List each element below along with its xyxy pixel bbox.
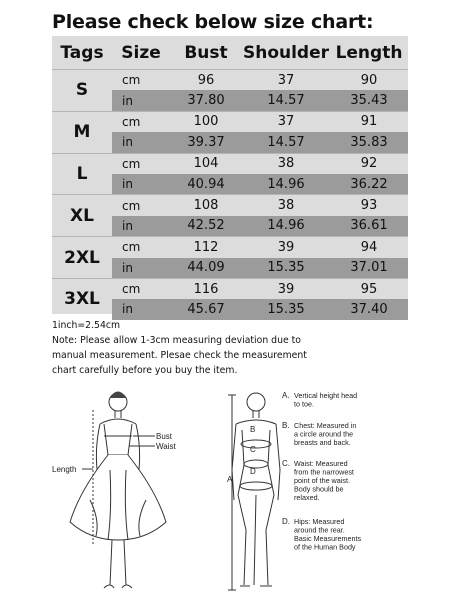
unit-label: cm	[112, 237, 170, 258]
table-cell: 108	[170, 195, 242, 216]
dress-figure	[70, 392, 166, 588]
unit-label: in	[112, 299, 170, 319]
unit-label: in	[112, 174, 170, 195]
unit-label: cm	[112, 70, 170, 91]
legend-line: breasts and back.	[294, 438, 351, 447]
table-cell: 15.35	[242, 299, 330, 319]
table-cell: 38	[242, 195, 330, 216]
measurement-legend	[282, 391, 362, 552]
marker-d: D	[250, 467, 256, 476]
header-length: Length	[335, 42, 403, 63]
marker-c: C	[250, 445, 256, 454]
bust-label: Bust	[156, 432, 173, 441]
table-cell: 15.35	[242, 258, 330, 279]
table-cell: 14.57	[242, 90, 330, 111]
unit-label: in	[112, 90, 170, 111]
deviation-note-line-2: manual measurement. Plesae check the measurement	[52, 350, 307, 361]
table-cell: 96	[170, 70, 242, 91]
legend-line: of the Human Body	[294, 542, 356, 552]
table-cell: 94	[330, 237, 408, 258]
table-cell: 116	[170, 278, 242, 299]
legend-line: Vertical height head	[294, 391, 358, 400]
conversion-note: 1inch=2.54cm	[52, 320, 121, 331]
table-cell: 39	[242, 278, 330, 299]
unit-label: cm	[112, 153, 170, 174]
unit-label: cm	[112, 195, 170, 216]
deviation-note-line-3: chart carefully before you buy the item.	[52, 365, 238, 376]
table-cell: 37.01	[330, 258, 408, 279]
legend-line: point of the waist.	[294, 476, 350, 485]
table-cell: 40.94	[170, 174, 242, 195]
legend-letter: D.	[282, 517, 290, 526]
table-cell: 37	[242, 111, 330, 132]
table-cell: 42.52	[170, 216, 242, 237]
table-cell: 91	[330, 111, 408, 132]
table-cell: 112	[170, 237, 242, 258]
table-cell: 45.67	[170, 299, 242, 319]
legend-line: a circle around the	[294, 429, 354, 439]
header-shoulder: Shoulder	[242, 42, 330, 63]
waist-label: Waist	[156, 442, 176, 451]
table-cell: 37.40	[330, 299, 408, 319]
legend-line: Basic Measurements	[294, 534, 362, 543]
size-tag: 3XL	[64, 289, 100, 310]
legend-letter: C.	[282, 459, 290, 468]
table-cell: 36.61	[330, 216, 408, 237]
table-cell: 14.57	[242, 132, 330, 153]
size-tag: M	[73, 122, 91, 143]
legend-line: Hips: Measured	[294, 517, 345, 526]
table-cell: 37.80	[170, 90, 242, 111]
table-cell: 95	[330, 278, 408, 299]
table-cell: 35.83	[330, 132, 408, 153]
length-label: Length	[52, 465, 77, 474]
table-cell: 104	[170, 153, 242, 174]
size-tag: S	[75, 80, 89, 101]
legend-line: around the rear.	[294, 525, 345, 535]
marker-a: A	[227, 475, 233, 484]
header-size: Size	[121, 42, 161, 63]
unit-label: cm	[112, 278, 170, 299]
table-cell: 93	[330, 195, 408, 216]
body-figure	[228, 393, 280, 590]
table-cell: 92	[330, 153, 408, 174]
size-tag: 2XL	[64, 247, 100, 268]
legend-line: Waist: Measured	[294, 459, 348, 468]
deviation-note-line-1: Note: Please allow 1-3cm measuring deviation due to	[52, 335, 301, 346]
table-cell: 37	[242, 70, 330, 91]
table-cell: 35.43	[330, 90, 408, 111]
page-title: Please check below size chart:	[52, 11, 374, 33]
table-cell: 14.96	[242, 216, 330, 237]
legend-line: to toe.	[294, 399, 314, 409]
table-cell: 44.09	[170, 258, 242, 279]
size-tag: XL	[70, 205, 94, 226]
table-cell: 100	[170, 111, 242, 132]
legend-line: Body should be	[294, 484, 344, 494]
marker-b: B	[250, 425, 256, 434]
legend-line: relaxed.	[294, 493, 320, 502]
header-bust: Bust	[184, 42, 228, 63]
header-tags: Tags	[60, 42, 104, 63]
table-cell: 14.96	[242, 174, 330, 195]
table-cell: 36.22	[330, 174, 408, 195]
table-cell: 90	[330, 70, 408, 91]
unit-label: in	[112, 216, 170, 237]
table-cell: 38	[242, 153, 330, 174]
legend-line: from the narrowest	[294, 467, 354, 477]
legend-letter: B.	[282, 421, 290, 430]
size-tag: L	[76, 163, 88, 184]
legend-line: Chest: Measured in	[294, 421, 357, 430]
table-cell: 39.37	[170, 132, 242, 153]
legend-letter: A.	[282, 391, 290, 400]
unit-label: in	[112, 258, 170, 279]
unit-label: cm	[112, 111, 170, 132]
unit-label: in	[112, 132, 170, 153]
table-cell: 39	[242, 237, 330, 258]
